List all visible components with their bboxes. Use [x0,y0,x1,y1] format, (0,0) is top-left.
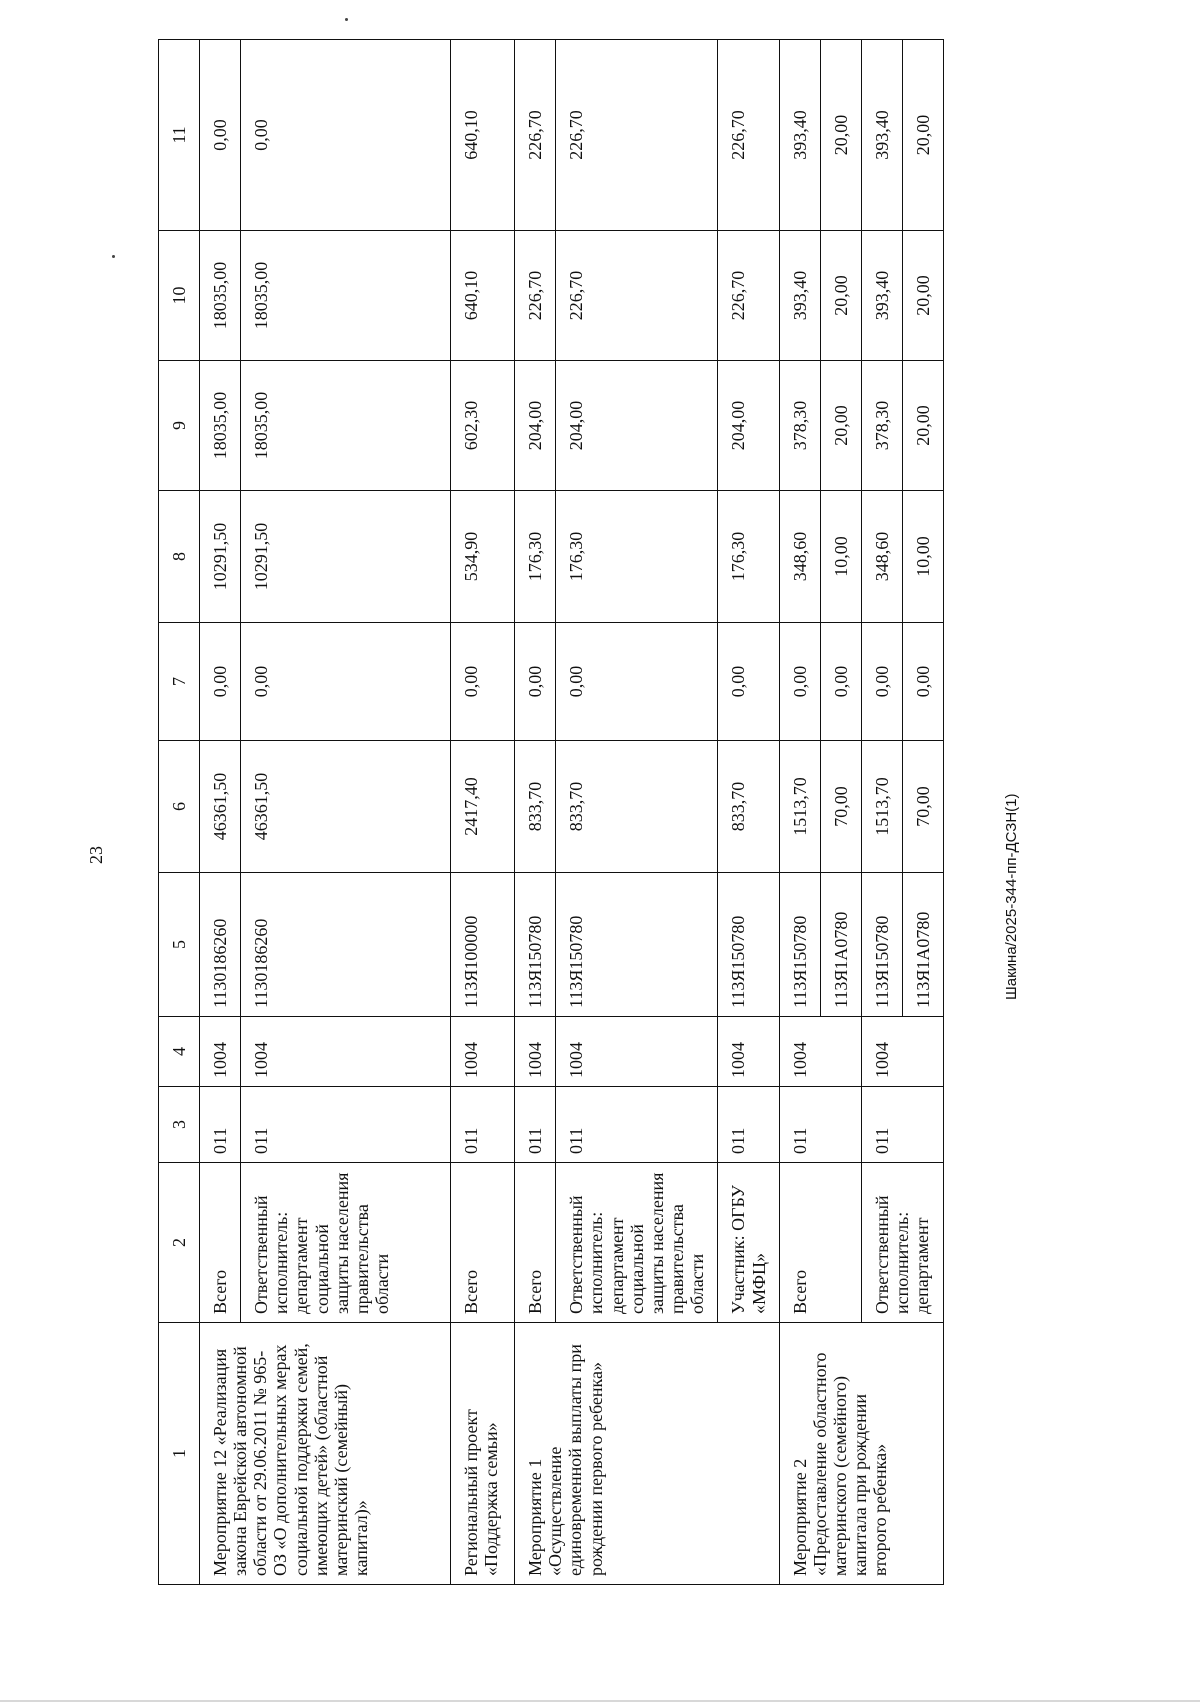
executor-cell: Всего [200,1163,241,1323]
scan-dot [345,18,348,21]
code-cell: 1004 [451,1017,515,1087]
code-cell: 1004 [241,1017,451,1087]
code-cell: 011 [556,1087,718,1163]
executor-cell: Участник: ОГБУ «МФЦ» [718,1163,779,1323]
value-cell: 20,00 [820,361,861,491]
bottom-edge-line [0,1700,1200,1702]
value-cell: 0,00 [515,623,556,741]
code-cell: 1004 [556,1017,718,1087]
value-cell: 18035,00 [200,361,241,491]
page-number: 23 [86,846,106,864]
header-cell: 4 [159,1017,200,1087]
value-cell: 20,00 [903,40,944,231]
value-cell: 833,70 [515,741,556,873]
value-cell: 18035,00 [200,231,241,361]
value-cell: 0,00 [820,623,861,741]
code-cell: 011 [241,1087,451,1163]
table-row [779,40,820,1585]
value-cell: 1513,70 [779,741,820,873]
table-row [200,40,241,1585]
code-cell: 011 [200,1087,241,1163]
executor-cell: Ответственный исполнитель: департамент [862,1163,944,1323]
header-cell: 3 [159,1087,200,1163]
code-cell: 011 [451,1087,515,1163]
value-cell: 378,30 [779,361,820,491]
value-cell: 0,00 [200,623,241,741]
code-cell: 1130186260 [241,873,451,1017]
value-cell: 10,00 [820,491,861,623]
value-cell: 226,70 [718,40,779,231]
header-cell: 7 [159,623,200,741]
measure-name-cell: Региональный проект «Поддержка семьи» [451,1323,515,1585]
code-cell: 011 [862,1087,944,1163]
value-cell: 176,30 [515,491,556,623]
header-cell: 8 [159,491,200,623]
value-cell: 0,00 [241,40,451,231]
top-edge-line [0,0,1200,2]
value-cell: 0,00 [241,623,451,741]
scan-dot [112,255,115,258]
code-cell: 113Я100000 [451,873,515,1017]
value-cell: 393,40 [779,40,820,231]
header-cell: 10 [159,231,200,361]
table-row [515,40,556,1585]
value-cell: 10291,50 [241,491,451,623]
value-cell: 833,70 [718,741,779,873]
value-cell: 0,00 [451,623,515,741]
executor-cell: Всего [779,1163,861,1323]
executor-cell: Всего [515,1163,556,1323]
code-cell: 1004 [200,1017,241,1087]
value-cell: 0,00 [718,623,779,741]
value-cell: 348,60 [779,491,820,623]
value-cell: 602,30 [451,361,515,491]
value-cell: 18035,00 [241,361,451,491]
table-row [451,40,515,1585]
value-cell: 46361,50 [200,741,241,873]
budget-table [158,39,944,1585]
value-cell: 393,40 [862,40,903,231]
code-cell: 113Я1А0780 [820,873,861,1017]
header-cell: 11 [159,40,200,231]
value-cell: 226,70 [515,40,556,231]
code-cell: 113Я150780 [862,873,903,1017]
header-cell: 2 [159,1163,200,1323]
value-cell: 204,00 [718,361,779,491]
header-cell: 1 [159,1323,200,1585]
code-cell: 113Я150780 [779,873,820,1017]
value-cell: 0,00 [200,40,241,231]
value-cell: 640,10 [451,40,515,231]
value-cell: 393,40 [779,231,820,361]
value-cell: 378,30 [862,361,903,491]
header-cell: 5 [159,873,200,1017]
code-cell: 113Я150780 [556,873,718,1017]
value-cell: 204,00 [515,361,556,491]
value-cell: 176,30 [718,491,779,623]
code-cell: 011 [515,1087,556,1163]
value-cell: 226,70 [515,231,556,361]
value-cell: 70,00 [903,741,944,873]
value-cell: 2417,40 [451,741,515,873]
measure-name-cell: Мероприятие 1 «Осуществление единовременной выплаты при рождении первого ребенка» [515,1323,780,1585]
value-cell: 46361,50 [241,741,451,873]
code-cell: 1130186260 [200,873,241,1017]
value-cell: 204,00 [556,361,718,491]
value-cell: 226,70 [556,40,718,231]
executor-cell: Всего [451,1163,515,1323]
value-cell: 393,40 [862,231,903,361]
value-cell: 833,70 [556,741,718,873]
value-cell: 176,30 [556,491,718,623]
header-cell: 6 [159,741,200,873]
code-cell: 011 [718,1087,779,1163]
value-cell: 1513,70 [862,741,903,873]
value-cell: 348,60 [862,491,903,623]
value-cell: 640,10 [451,231,515,361]
value-cell: 20,00 [820,231,861,361]
value-cell: 20,00 [903,231,944,361]
executor-cell: Ответственный исполнитель: департамент социальной защиты населения правительства области [556,1163,718,1323]
measure-name-cell: Мероприятие 2 «Предоставление областного материнского (семейного) капитала при рождении второго ребенка» [779,1323,944,1585]
code-cell: 1004 [862,1017,944,1087]
value-cell: 534,90 [451,491,515,623]
code-cell: 113Я150780 [515,873,556,1017]
value-cell: 0,00 [556,623,718,741]
rotated-table-container [158,40,1158,1585]
header-cell: 9 [159,361,200,491]
code-cell: 1004 [515,1017,556,1087]
value-cell: 18035,00 [241,231,451,361]
value-cell: 0,00 [779,623,820,741]
value-cell: 226,70 [718,231,779,361]
code-cell: 1004 [718,1017,779,1087]
code-cell: 011 [779,1087,861,1163]
value-cell: 20,00 [820,40,861,231]
header-row [159,40,200,1585]
value-cell: 226,70 [556,231,718,361]
code-cell: 113Я1А0780 [903,873,944,1017]
value-cell: 0,00 [903,623,944,741]
value-cell: 0,00 [862,623,903,741]
document-code: Шакина/2025-344-пп-ДСЗН(1) [1003,793,1020,1000]
value-cell: 10291,50 [200,491,241,623]
executor-cell: Ответственный исполнитель: департамент социальной защиты населения правительства области [241,1163,451,1323]
value-cell: 70,00 [820,741,861,873]
value-cell: 20,00 [903,361,944,491]
code-cell: 113Я150780 [718,873,779,1017]
value-cell: 10,00 [903,491,944,623]
code-cell: 1004 [779,1017,861,1087]
measure-name-cell: Мероприятие 12 «Реализация закона Еврейской автономной области от 29.06.2011 № 965-ОЗ «О дополнительных мерах социальной поддержки семей, имеющих детей» (областной материнский (семейный) капитал)» [200,1323,451,1585]
